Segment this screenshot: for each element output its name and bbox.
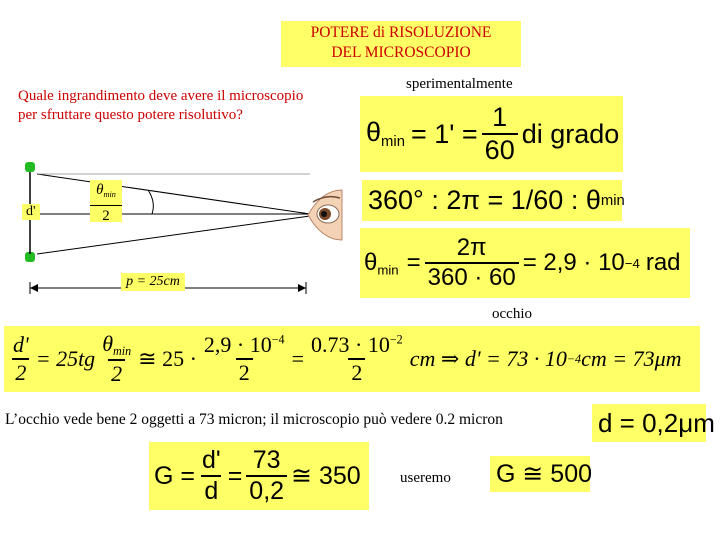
- equation-theta-min-rad: $\theta_{min}$ = $\frac{2\pi}{360 \cdot 60}$ = 2,9 · 10 −4 rad: [360, 228, 690, 298]
- eye-icon: [308, 190, 342, 240]
- slide-title: [281, 21, 521, 67]
- equation-d-prime: $\frac{d'}{2}$ = 25tg $\frac{\theta_{min}}{2}$ ≅ 25 · $\frac{2,9 \cdot 10^{-4}}{2}$ = $\frac{0.73 \cdot 10^{-2}}{2}$ cm ⇒ d' = 73 · 10 −4 cm = 73μm: [4, 326, 700, 392]
- d-prime-label: d': [22, 204, 40, 220]
- arrow-right: [298, 284, 306, 292]
- label-eye: occhio: [492, 306, 532, 322]
- angle-arc: [148, 190, 153, 214]
- equation-proportion: 360° : 2π = 1/60 : θ min: [362, 180, 622, 221]
- label-use: useremo: [400, 470, 451, 486]
- label-experimental: sperimentalmente: [406, 76, 513, 92]
- title-line-1: POTERE di RISOLUZIONE: [310, 24, 492, 41]
- ray-bottom: [37, 216, 310, 254]
- equation-d-value: d = 0,2μm: [592, 404, 706, 442]
- distance-label: p = 25cm: [121, 273, 185, 291]
- eye-diagram: [10, 150, 360, 300]
- question-text: Quale ingrandimento deve avere il microscopio per sfruttare questo potere risolutivo?: [18, 88, 304, 123]
- ray-top: [37, 174, 310, 214]
- equation-g-final: G ≅ 500: [490, 456, 590, 492]
- arrow-left: [30, 284, 38, 292]
- statement-text: L’occhio vede bene 2 oggetti a 73 micron; il microscopio può vedere 0.2 micron: [5, 411, 503, 428]
- equation-theta-min-degree: $\theta_{min}$ = 1' = $\frac{1}{60}$ di grado: [360, 96, 623, 172]
- theta-half-label: $\theta_{min}$ 2: [90, 180, 122, 222]
- equation-magnification: G = $\frac{d'}{d}$ = $\frac{73}{0,2}$ ≅ 350: [149, 442, 369, 510]
- green-marker-top: [25, 162, 35, 172]
- title-line-2: DEL MICROSCOPIO: [331, 44, 471, 61]
